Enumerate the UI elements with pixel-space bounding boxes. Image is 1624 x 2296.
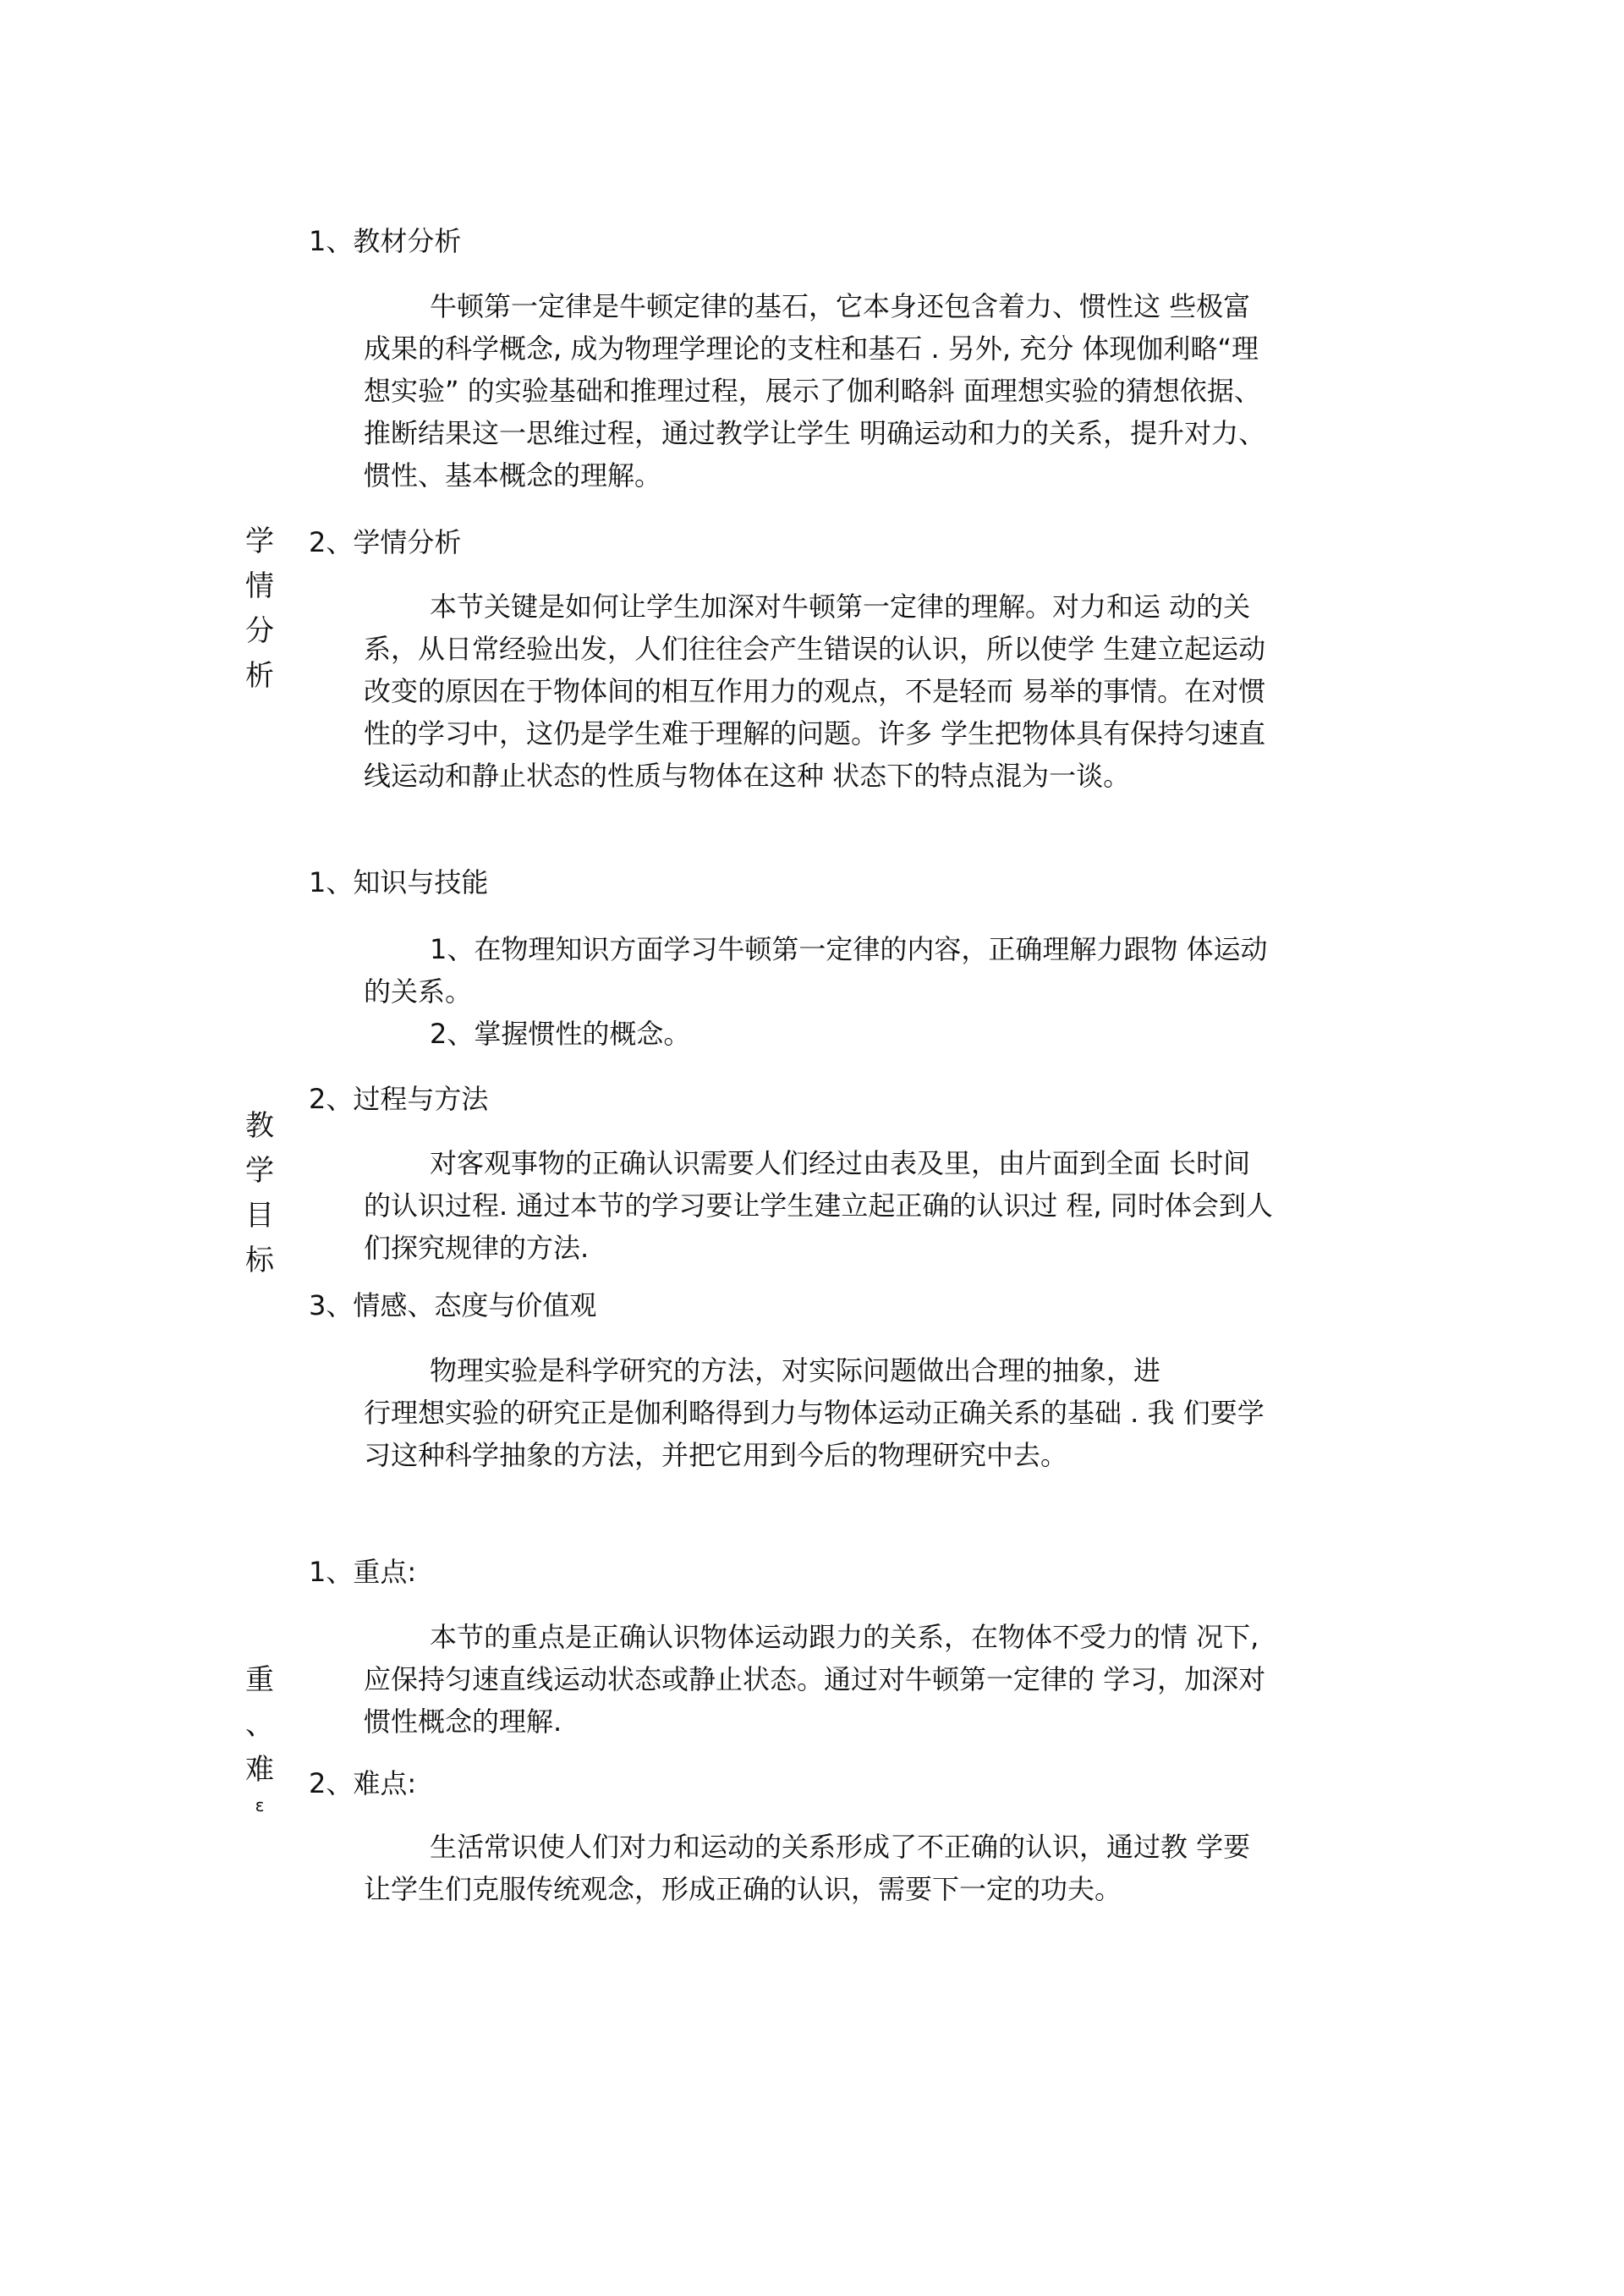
heading-nandian: 2、难点:: [309, 1767, 417, 1799]
paragraph-line: 2、掌握惯性的概念。: [430, 1018, 691, 1050]
paragraph-line: 1、在物理知识方面学习牛顿第一定律的内容，正确理解力跟物 体运动: [430, 933, 1268, 965]
side-label-jiaoxue-mubiao: [241, 1104, 278, 1283]
paragraph-line: 系，从日常经验出发，人们往往会产生错误的认识，所以使学 生建立起运动: [364, 633, 1266, 665]
paragraph-line: 惯性概念的理解.: [364, 1706, 562, 1738]
paragraph-line: 物理实验是科学研究的方法，对实际问题做出合理的抽象，进: [430, 1354, 1161, 1387]
paragraph-line: 生活常识使人们对力和运动的关系形成了不正确的认识，通过教 学要: [430, 1831, 1251, 1863]
heading-qinggan-taidu: 3、情感、态度与价值观: [309, 1289, 597, 1321]
side-char: 析: [245, 659, 274, 693]
paragraph-line: 改变的原因在于物体间的相互作用力的观点，不是轻而 易举的事情。在对惯: [364, 675, 1266, 707]
heading-xueqing-fenxi: 2、学情分析: [309, 526, 462, 558]
paragraph-line: 习这种科学抽象的方法，并把它用到今后的物理研究中去。: [364, 1439, 1068, 1471]
paragraph-line: 本节的重点是正确认识物体运动跟力的关系，在物体不受力的情 况下,: [430, 1621, 1259, 1653]
heading-jiaocai-fenxi: 1、教材分析: [309, 225, 462, 257]
paragraph-line: 的认识过程. 通过本节的学习要让学生建立起正确的认识过 程, 同时体会到人: [364, 1189, 1273, 1222]
heading-zhishi-jineng: 1、知识与技能: [309, 866, 489, 898]
paragraph-line: 想实验” 的实验基础和推理过程，展示了伽利略斜 面理想实验的猜想依据、: [364, 375, 1261, 407]
side-label-zhong-nandian: [241, 1658, 278, 1818]
paragraph-line: 线运动和静止状态的性质与物体在这种 状态下的特点混为一谈。: [364, 760, 1131, 792]
paragraph-zhongdian: [364, 1616, 1353, 1743]
side-char: ɛ: [255, 1795, 265, 1815]
paragraph-line: 推断结果这一思维过程，通过教学让学生 明确运动和力的关系，提升对力、: [364, 417, 1266, 449]
side-char: 情: [245, 569, 274, 603]
paragraph-line: 牛顿第一定律是牛顿定律的基石，它本身还包含着力、惯性这 些极富: [430, 290, 1251, 322]
paragraph-line: 性的学习中，这仍是学生难于理解的问题。许多 学生把物体具有保持匀速直: [364, 717, 1266, 750]
side-char: 目: [245, 1199, 274, 1233]
paragraph-xueqing-fenxi: [364, 585, 1353, 797]
heading-guocheng-fangfa: 2、过程与方法: [309, 1083, 489, 1115]
paragraph-line: 惯性、基本概念的理解。: [364, 459, 662, 492]
side-char: 标: [245, 1244, 274, 1277]
side-char: 难: [245, 1753, 274, 1787]
paragraph-line: 应保持匀速直线运动状态或静止状态。通过对牛顿第一定律的 学习，加深对: [364, 1663, 1266, 1695]
paragraph-jiaocai-fenxi: [364, 285, 1353, 497]
paragraph-nandian: [364, 1826, 1353, 1910]
paragraph-guocheng-fangfa: [364, 1142, 1353, 1269]
paragraph-line: 成果的科学概念, 成为物理学理论的支柱和基石 . 另外, 充分 体现伽利略“理: [364, 332, 1259, 365]
paragraph-line: 的关系。: [364, 975, 473, 1008]
side-char: 教: [245, 1109, 274, 1143]
paragraph-line: 让学生们克服传统观念，形成正确的认识，需要下一定的功夫。: [364, 1873, 1122, 1905]
paragraph-line: 们探究规律的方法.: [364, 1232, 590, 1264]
side-char: 重: [245, 1663, 274, 1697]
side-char: 分: [245, 614, 274, 648]
side-char: 、: [245, 1708, 274, 1742]
side-char: 学: [245, 1154, 274, 1188]
paragraph-line: 行理想实验的研究正是伽利略得到力与物体运动正确关系的基础 . 我 们要学: [364, 1397, 1265, 1429]
paragraph-line: 对客观事物的正确认识需要人们经过由表及里，由片面到全面 长时间: [430, 1147, 1251, 1179]
paragraph-line: 本节关键是如何让学生加深对牛顿第一定律的理解。对力和运 动的关: [430, 590, 1251, 623]
paragraph-zhishi-jineng: [364, 928, 1353, 1055]
heading-zhongdian: 1、重点:: [309, 1556, 417, 1588]
side-label-xueqing-fenxi: [241, 519, 278, 699]
side-char: 学: [245, 525, 274, 558]
paragraph-qinggan-taidu: [364, 1349, 1353, 1476]
